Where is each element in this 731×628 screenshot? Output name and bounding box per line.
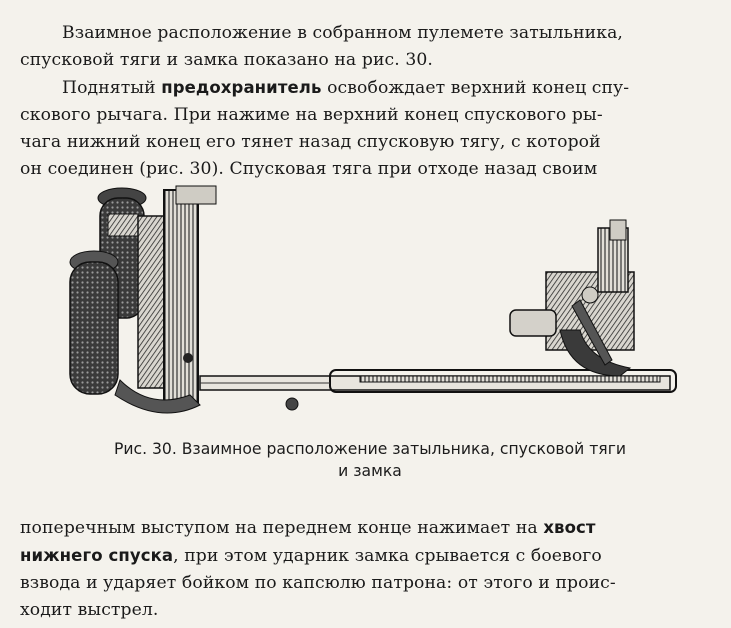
- text-run: , при этом ударник замка срывается с боевого: [173, 546, 602, 566]
- paragraph-safety: [20, 74, 720, 183]
- lock-mechanism: [510, 220, 634, 376]
- figure-illustration: [60, 180, 685, 430]
- paragraph-shot-line-3: взвода и ударяет бойком по капсюлю патрона: от этого и проис-: [20, 573, 616, 593]
- text-run: поперечным выступом на переднем конце нажимает на: [20, 518, 544, 538]
- text-run: Поднятый: [62, 78, 162, 98]
- caption-line-1: Рис. 30. Взаимное расположение затыльника, спусковой тяги: [113, 440, 627, 458]
- paragraph-intro-line-2: спусковой тяги и замка показано на рис. 30.: [20, 50, 433, 70]
- term-safety-catch: предохранитель: [161, 78, 322, 97]
- paragraph-safety-line-2: скового рычага. При нажиме на верхний конец спускового ры-: [20, 105, 603, 125]
- figure-caption: [20, 438, 720, 482]
- paragraph-safety-line-1: [20, 74, 720, 102]
- paragraph-shot-line-1: [20, 514, 720, 542]
- text-run: освобождает верхний конец спу-: [321, 78, 630, 98]
- paragraph-intro-line-1: Взаимное расположение в собранном пулемете затыльника,: [62, 23, 623, 43]
- paragraph-shot-line-2: [20, 542, 720, 570]
- term-lower-sear: нижнего спуска: [20, 546, 174, 565]
- paragraph-shot: [20, 514, 720, 624]
- paragraph-safety-line-4: он соединен (рис. 30). Спусковая тяга при отходе назад своим: [20, 159, 598, 179]
- paragraph-shot-line-4: ходит выстрел.: [20, 600, 159, 620]
- paragraph-safety-line-3: чага нижний конец его тянет назад спусковую тягу, с которой: [20, 132, 601, 152]
- paragraph-intro: [20, 20, 720, 74]
- term-sear-tail: хвост: [543, 518, 596, 537]
- caption-line-2: и замка: [338, 462, 402, 480]
